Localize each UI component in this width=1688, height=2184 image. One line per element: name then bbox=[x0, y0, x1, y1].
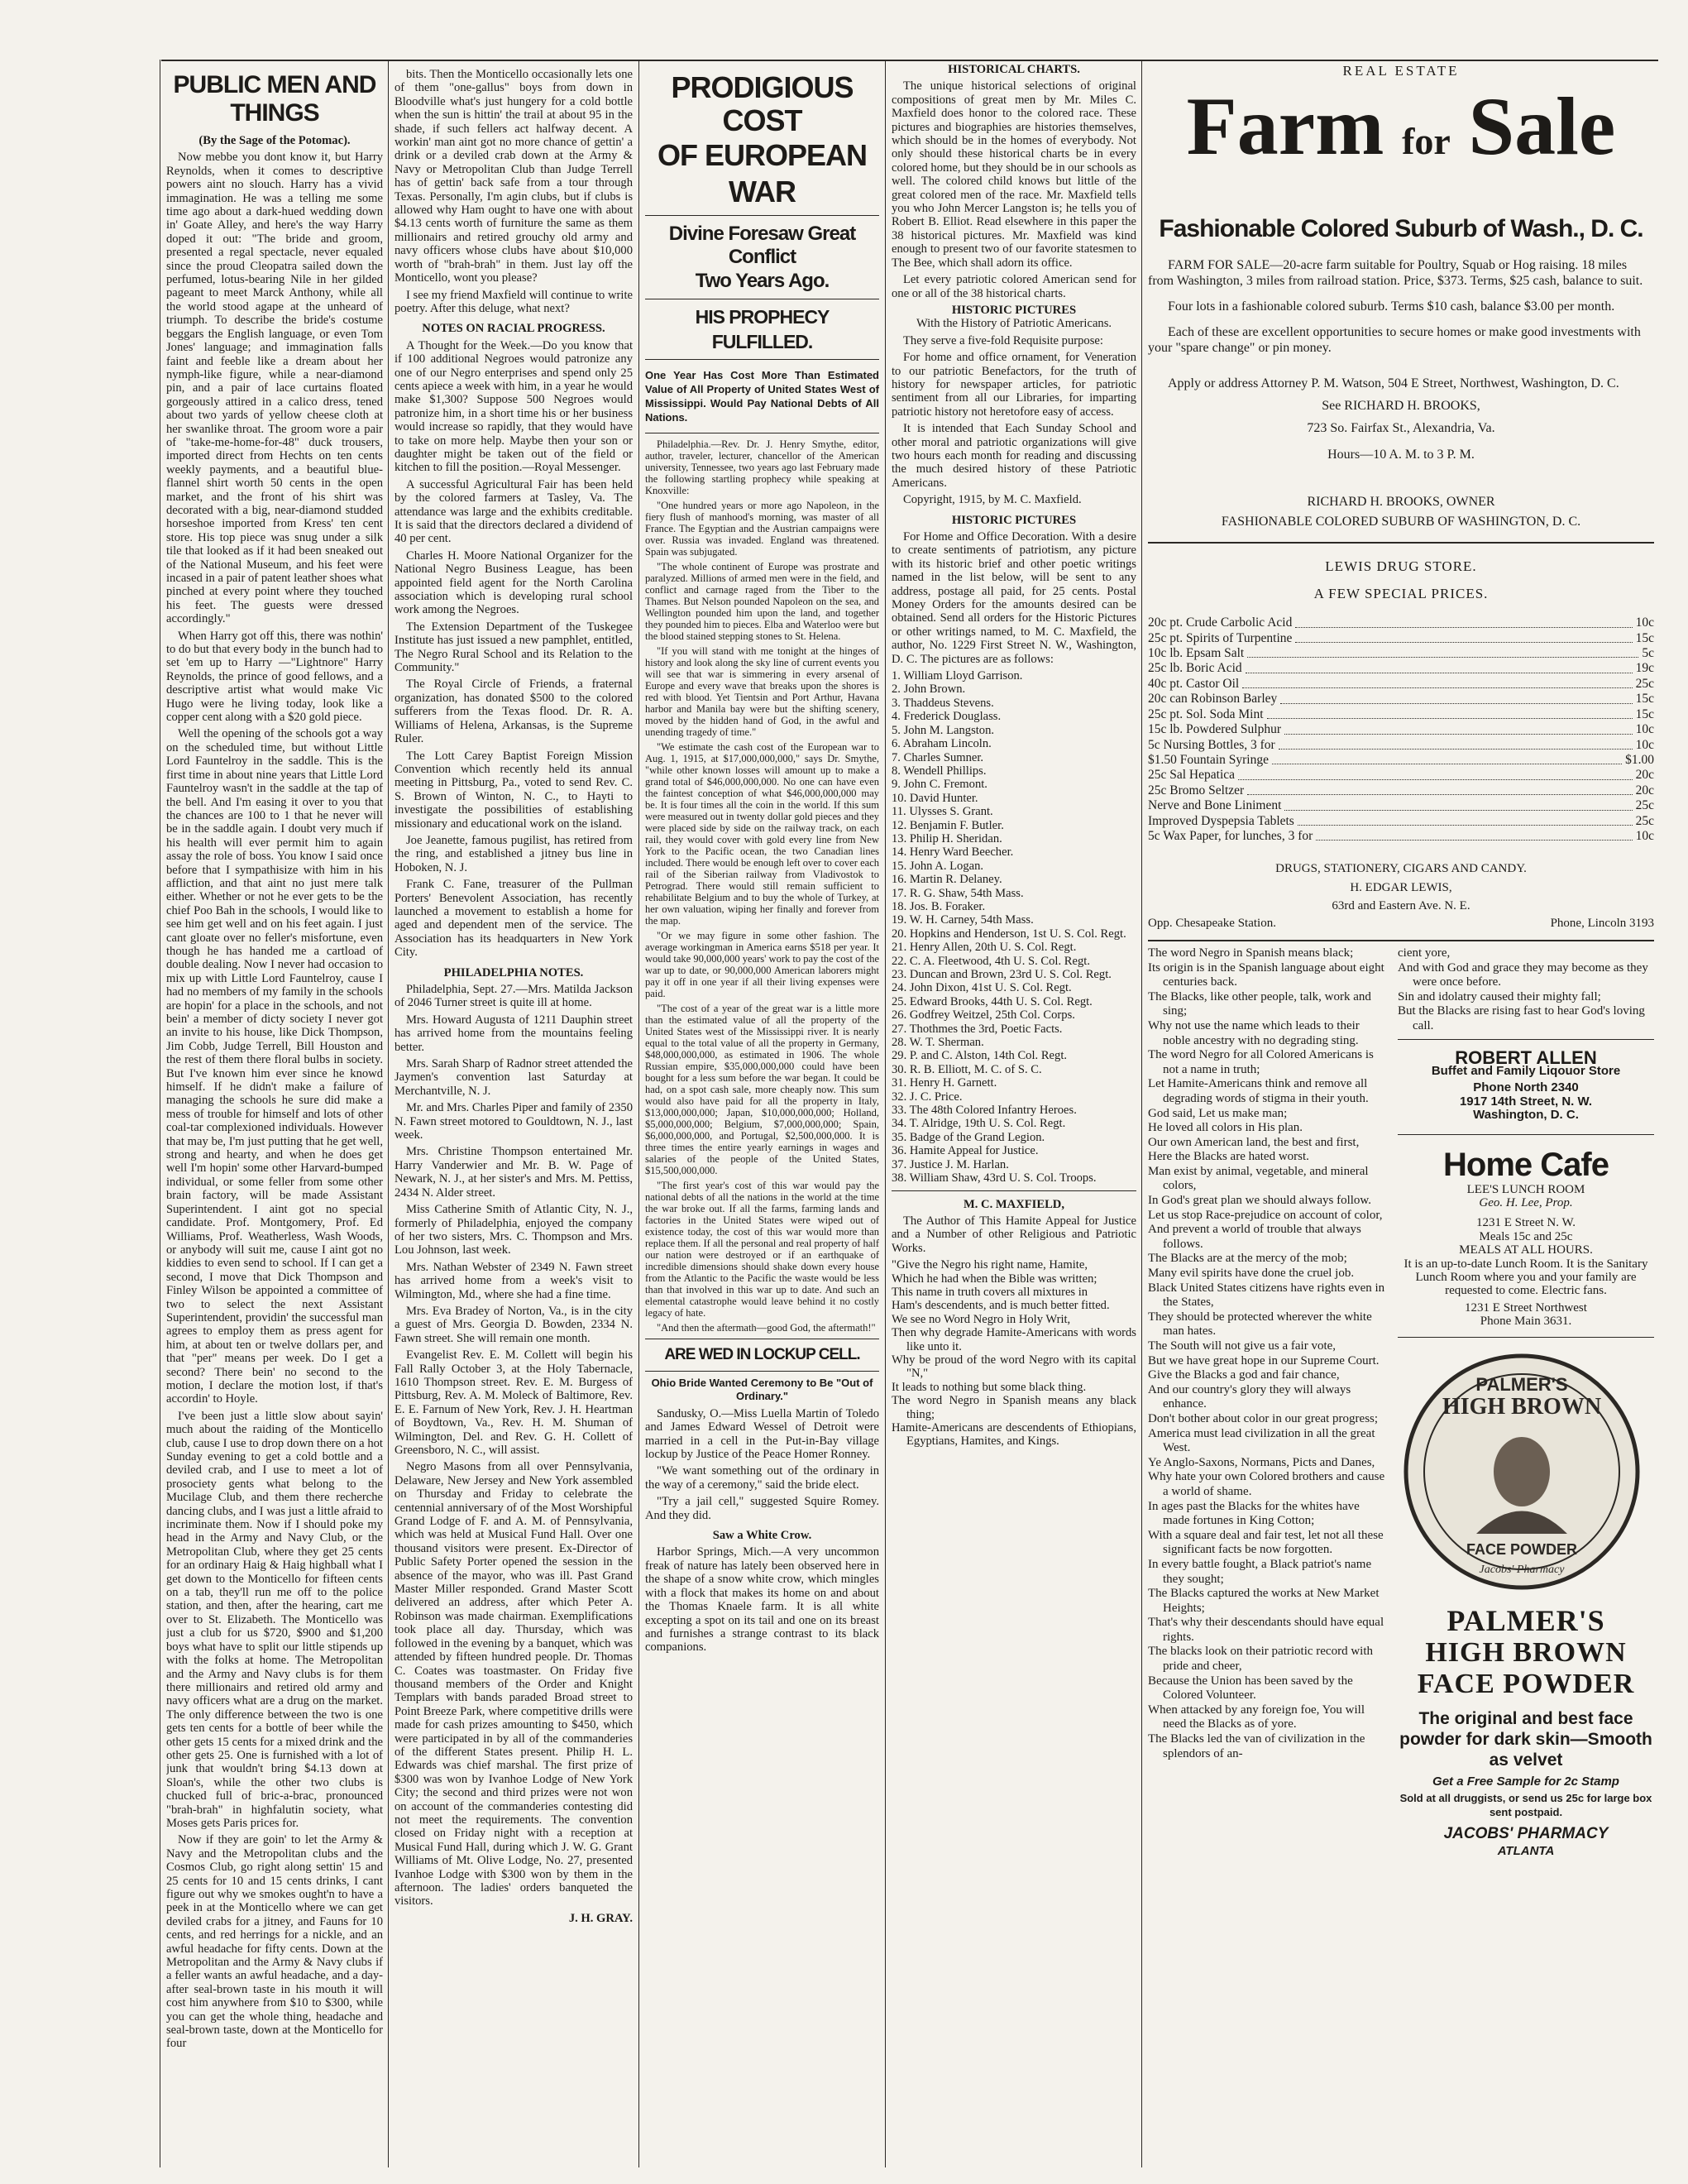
news-item: Philadelphia, Sept. 27.—Mrs. Matilda Jackson of 2046 Turner street is quite ill at home. bbox=[395, 983, 633, 1010]
price-row bbox=[1148, 615, 1654, 630]
paragraph: "If you will stand with me tonight at the hinges of history and look along the sky line of current events you will see that war is simmering in every arsenal of Europe and every wave that breaks upon the shores is red with blood. Yet Tientsin and Port Arthur, Havana harbor and Manila bay were but the shifting scenery, moved by the hidden hand of God, in the awful and unending tragedy of time." bbox=[645, 645, 879, 738]
poem-line: "Give the Negro his right name, Hamite, bbox=[892, 1258, 1088, 1272]
news-item: Joe Jeanette, famous pugilist, has retired from the ring, and established a jitney bus line in Hoboken, N. J. bbox=[395, 833, 633, 874]
subhead-2: Two Years Ago. bbox=[695, 270, 830, 292]
palmers-title: PALMER'S bbox=[1447, 1604, 1605, 1638]
tin-face-powder: FACE POWDER bbox=[1466, 1540, 1578, 1558]
list-item: 32. J. C. Price. bbox=[892, 1090, 963, 1104]
heading-historic-pictures-2: HISTORIC PICTURES bbox=[951, 513, 1077, 527]
poem-line: Our own American land, the best and first, bbox=[1148, 1135, 1360, 1149]
column-advertisements bbox=[1148, 60, 1654, 2167]
byline: (By the Sage of the Potomac). bbox=[198, 134, 351, 147]
price-item: 40c pt. Castor Oil bbox=[1148, 676, 1240, 691]
list-item: 16. Martin R. Delaney. bbox=[892, 873, 1002, 887]
news-item: Negro Masons from all over Pennsylvania, Delaware, New Jersey and New York assembled on Thursday and Friday to celebrate the centennial anniversary of of the Most Worshipful Grand Lodge of F. and A. M. of Pennsylvania, which was held at Musical Fund Hall. Over one thousand visitors were present. Ex-Director of Public Safety Porter opened the session in the absence of the mayor, who was ill. Past Grand Master Miller responded. Grand Master Scott delivered an address, after which Peter A. Robinson was made chairman. Exemplifications took place all day. Thursday, which was followed in the evening by a banquet, which was attended by fifteen hundred people. Dr. Thomas C. Coates was toastmaster. On Friday five thousand members of the Order and Knight Templars with bands paraded Broad street to Point Breeze Park, where competitive drills were made for cash prizes amounting to $450, which were participated in by all of the commanderies of the different States present. Philip H. L. Edwards was chief marshal. The first prize of $300 was won by Ivanhoe Lodge of New York City; the second and third prizes were not won on account of the commanderies contesting did not meet the requirements. The convention closed on Friday night with a reception at Musical Fund Hall, during which J. W. G. Grant Williams of Mt. Olive Lodge, No. 27, presented Ivanhoe Lodge with $300 won by them in the afternoon. The ladies' orders banqueted the visitors. bbox=[395, 1460, 633, 1909]
paragraph: Well the opening of the schools got a way on the scheduled time, but without Little Lord Fauntelroy in the saddle. This is the first time in about nine years that Little Lord Fauntelroy wasn't in the saddle at the tap of the bell. And I'm easing it over to you that the chances are 100 to 1 that he never will be in the saddle again. I doubt very much if his health will ever permit him to again assay the role of boss. You know I said once before that I sympathisize with him in his affliction, and that aint no just mere talk either. Whether or not he ever gets to be the chief Poo Bah in the schools, I would like to see him get well and on his feet again. I just cant gloate over no feller's misfortune, even though he has handed me a cartload of double dealing. Now I never had occasion to mix up with Little Lord Fauntelroy, cause I had no members of my family in the schools are hopin' for a place in the schools, and not bein' a member of dicty society I never got an invite to his house, like Dick Thompson, Jim Cobb, Judge Terrell, Bill Houston and the rest of them there floral bulbs in society. But I've known him ever since he knowd himself. If he didn't make a failure of managing the schools he sure did make a mess of trouble for himself and lots of other coal-tar complexioned individuals. However that may be, I'm just putting that he get well, strong and hearty, and when he does get well I'm hopin' some other Harvard-bumped individual, or some feller from some other brain factory, will be made Assistant Superintendent. I aint got no special candidate. Prof. Montgomery, Prof. Ed Williams, Prof. Weatherless, Wash Woods, or anybody will suit me, cause I aint got no kiddies to even send to school. If I can get a second, I move that Dick Thompson and Finley Wilson be appointed a committee of two to select the next Assistant Superintendent, providin' the successful man agrees to employ them as press agent for him, at about ten or twelve dollars per, and that "per" means per week. Do I get a second? There bein' no second to the motion, I declare the motion lost, if that's accordin' to Hoyle. bbox=[166, 727, 383, 1406]
list-item: 13. Philip H. Sheridan. bbox=[892, 831, 1002, 845]
poem-line: They should be protected wherever the white man hates. bbox=[1148, 1310, 1372, 1339]
drug-footer-1: DRUGS, STATIONERY, CIGARS AND CANDY. bbox=[1275, 862, 1527, 876]
palmers-pharmacy: JACOBS' PHARMACY bbox=[1443, 1825, 1609, 1843]
list-item: 27. Thothmes the 3rd, Poetic Facts. bbox=[892, 1022, 1063, 1036]
article-body bbox=[892, 79, 1136, 300]
price-item: 15c lb. Powdered Sulphur bbox=[1148, 722, 1282, 737]
poem-line: But the Blacks are rising fast to hear God's loving call. bbox=[1398, 1004, 1645, 1032]
price-item: 5c Wax Paper, for lunches, 3 for bbox=[1148, 828, 1313, 843]
list-item: 24. John Dixon, 41st U. S. Col. Regt. bbox=[892, 981, 1072, 995]
list-item: 19. W. H. Carney, 54th Mass. bbox=[892, 913, 1034, 927]
farm-word: Farm bbox=[1186, 80, 1384, 173]
price-value: 25c bbox=[1635, 813, 1654, 828]
poem-line: Why not use the name which leads to their noble ancestry with no degrading sting. bbox=[1148, 1018, 1360, 1047]
price-value: 15c bbox=[1635, 706, 1654, 721]
poem-line: In every battle fought, a Black patriot's name they sought; bbox=[1148, 1557, 1372, 1586]
poem-line: cient yore, bbox=[1398, 946, 1451, 960]
price-item: 25c Bromo Seltzer bbox=[1148, 783, 1245, 797]
poem-line: Many evil spirits have done the cruel job. bbox=[1148, 1267, 1355, 1281]
lockup-deck: Ohio Bride Wanted Ceremony to Be "Out of Ordinary." bbox=[651, 1377, 873, 1403]
article-body bbox=[395, 983, 633, 1909]
price-value: 10c bbox=[1635, 737, 1654, 752]
column-rule bbox=[638, 60, 639, 2167]
subheading-suburb: Fashionable Colored Suburb of Wash., D. C. bbox=[1159, 215, 1643, 243]
list-item: 10. David Hunter. bbox=[892, 791, 978, 805]
drug-station: Opp. Chesapeake Station. bbox=[1148, 916, 1276, 930]
list-item: 38. William Shaw, 43rd U. S. Col. Troops. bbox=[892, 1171, 1097, 1185]
price-list bbox=[1148, 615, 1654, 844]
heading-racial-progress: NOTES ON RACIAL PROGRESS. bbox=[422, 322, 605, 336]
signature: J. H. GRAY. bbox=[568, 1911, 633, 1925]
paragraph: When Harry got off this, there was nothin' to do but that every body in the bunch had to set 'em up to Harry —"Lightnore" Harry Reynolds, the prince of good fellows, and a descriptive artist what would make Vic Hugo were he living today, look like a copper cent along with a $20 gold piece. bbox=[166, 629, 383, 725]
paragraph: For home and office ornament, for Veneration to our patriotic Benefactors, for the truth of history for newspaper articles, for patriotic sentiment from all our Libraries, for imparting patriotic history not heretofore easy of access. bbox=[892, 351, 1136, 419]
news-item: The Royal Circle of Friends, a fraternal organization, has donated $500 to the colored sufferers from the Texas flood. Dr. R. A. Williams of Helena, Arkansas, is the Supreme Ruler. bbox=[395, 678, 633, 746]
tin-brand: PALMER'S bbox=[1475, 1373, 1568, 1395]
poem-line: The blacks look on their patriotic record with pride and cheer, bbox=[1148, 1645, 1373, 1674]
owner-line: RICHARD H. BROOKS, OWNER bbox=[1307, 494, 1495, 509]
price-row bbox=[1148, 722, 1654, 737]
paragraph: "Or we may figure in some other fashion. The average workingman in America earns $518 per year. It would take 90,000,000 years' work to pay the cost of the war up to date, or 90,000,000 American laborers might pay it off in one year if all their living expenses were paid. bbox=[645, 930, 879, 999]
subhead-1: Divine Foresaw Great Conflict bbox=[668, 223, 856, 268]
price-value: 25c bbox=[1635, 798, 1654, 813]
paragraph: They serve a five-fold Requisite purpose: bbox=[903, 333, 1103, 347]
paragraph: "We want something out of the ordinary in the way of a ceremony," said the bride elect. bbox=[645, 1464, 879, 1492]
cafe-prop: Geo. H. Lee, Prop. bbox=[1479, 1195, 1573, 1209]
price-item: 25c pt. Spirits of Turpentine bbox=[1148, 630, 1293, 645]
poem-line: Ye Anglo-Saxons, Normans, Picts and Danes, bbox=[1148, 1455, 1375, 1469]
price-value: 15c bbox=[1635, 630, 1654, 645]
price-value: 10c bbox=[1635, 828, 1654, 843]
poem-line: The Blacks, like other people, talk, work and sing; bbox=[1148, 989, 1371, 1018]
price-value: 20c bbox=[1635, 768, 1654, 783]
poem-line: But we have great hope in our Supreme Court. bbox=[1148, 1353, 1380, 1367]
opportunity-note: Each of these are excellent opportunities to secure homes or make good investments with your "spare change" or pin money. bbox=[1148, 325, 1641, 356]
palmers-high-brown: HIGH BROWN bbox=[1425, 1637, 1627, 1669]
price-item: 10c lb. Epsam Salt bbox=[1148, 646, 1245, 661]
allen-store: Buffet and Family Liqouor Store bbox=[1431, 1063, 1621, 1078]
poem-line: Sin and idolatry caused their mighty fall; bbox=[1398, 989, 1601, 1003]
poem-line: Then why degrade Hamite-Americans with words like unto it. bbox=[892, 1326, 1136, 1353]
drug-footer-2: H. EDGAR LEWIS, bbox=[1350, 880, 1452, 894]
poem-line: The word Negro for all Colored Americans is not a name in truth; bbox=[1148, 1048, 1374, 1076]
price-value: 15c bbox=[1635, 692, 1654, 706]
paragraph: Copyright, 1915, by M. C. Maxfield. bbox=[903, 493, 1082, 507]
price-row bbox=[1148, 829, 1654, 844]
paragraph: I've been just a little slow about sayin' much about the raiding of the Monticello club, cause I use to drop down there on a hot Sunday evening to get a cold bottle and a deviled crab, and I use to meet a lot of prosociety gents what belong to the Mucilage Club, and them there recherche dancing clubs, and I was just a little afraid to incriminate them. Now if I should poke my head in the Army and Navy Club, or the Metropolitan Club, where they get 25 cents for an ordinary Haig & Haig highball what I get down to the Monticello for fifteen cents on a tab, they'll run me off to the police station, and then, after the hearing, cart me over to St. Elizabeth. The Monticello was just a club for us $720, $900 and $1,200 boys what have to split our little stipends up with the folks at home. The Metropolitan and the Army and Navy clubs is for them there millionairs and retired old army and navy officers what are a drug on the market. The only difference between the two is one gets ten cents for a bottle of beer while the other gets 15 cents for a mixed drink and the other gets 25. One is furnished with a lot of junk that wouldn't bring $4.13 down at Sloan's, while the other two clubs is chucked full of bric-a-brac, pronounced "brah-brah" in highfalutin society, what Moses gets Paris prices for. bbox=[166, 1409, 383, 1830]
news-item: Mrs. Sarah Sharp of Radnor street attended the Jaymen's convention last Saturday at Merchantville, N. J. bbox=[395, 1057, 633, 1098]
news-item: Mr. and Mrs. Charles Piper and family of 2350 N. Fawn street motored to Gouldtown, N. J., last week. bbox=[395, 1101, 633, 1142]
paragraph: Harbor Springs, Mich.—A very uncommon freak of nature has lately been observed here in the shape of a snow white crow, which mingles with a flock that makes its home on and about the Thomas Knaele farm. It is all white excepting a spot on its tail and one on its breast and furnishes a strange contrast to its black companions. bbox=[645, 1545, 879, 1655]
farm-description: FARM FOR SALE—20-acre farm suitable for Poultry, Squab or Hog raising. 18 miles from Washington, 3 miles from railroad station. Price, $373. Terms, $25 cash, balance to suit. bbox=[1148, 258, 1643, 289]
cafe-lunch-room: LEE'S LUNCH ROOM bbox=[1466, 1182, 1585, 1196]
paragraph: It is intended that Each Sunday School and other moral and patriotic organizations will give two hours each month for reading and discussing the much desired history of these Patriotic Americans. bbox=[892, 422, 1136, 490]
see-brooks: See RICHARD H. BROOKS, bbox=[1322, 399, 1480, 414]
article-body bbox=[645, 438, 879, 1334]
paragraph: Let every patriotic colored American send for one or all of the 38 historical charts. bbox=[892, 273, 1136, 300]
poem-line: Let Hamite-Americans think and remove all degrading words of stigma in their youth. bbox=[1148, 1077, 1369, 1105]
heading-white-crow: Saw a White Crow. bbox=[712, 1529, 812, 1543]
farm-for-sale-banner bbox=[1148, 81, 1654, 196]
price-row bbox=[1148, 661, 1654, 676]
poem-line: Because the Union has been saved by the Colored Volunteer. bbox=[1148, 1674, 1353, 1703]
paragraph: "The first year's cost of this war would pay the national debts of all the nations in the world at the time the war broke out. If all the farms, farming lands and factories in the United States were wiped out of existence today, the cost of this war would more than replace them. If all the personal and real property of half our nation were destroyed or if an earthquake of incredible dimensions should shake down every house from the Atlantic to the Pacific the waste would be less than that involved in this war up to date. And such an elemental catastrophe would leave behind it no costly legacy of hate. bbox=[645, 1180, 879, 1319]
palmers-city: ATLANTA bbox=[1497, 1843, 1555, 1858]
poem-line: Which he had when the Bible was written; bbox=[892, 1272, 1097, 1286]
paragraph: "We estimate the cash cost of the European war to Aug. 1, 1915, at $17,000,000,000," says Dr. Smythe, "while other known losses will amount up to make a grand total of $46,000,000,000. No one can have even the faintest conception of what $46,000,000,000 may be. It is four times all the coin in the world. If this sum were measured out in twenty dollar gold pieces and they were placed side by side on the railway track, on each rail, they would cover with gold every line from New York to the Pacific ocean, the two Canadian lines included. There would be enough left over to cover each rail of the Siberian railway from Vladivostok to Petrograd. There would still remain sufficient to rehabilitate Belgium and to buy the whole of Turkey, at her own valuation, wiping her finally and forever from the map. bbox=[645, 741, 879, 927]
poem bbox=[892, 1258, 1136, 1449]
palmers-face-powder: FACE POWDER bbox=[1417, 1669, 1635, 1700]
article-body bbox=[892, 530, 1136, 666]
price-value: 10c bbox=[1635, 722, 1654, 737]
price-row bbox=[1148, 631, 1654, 646]
news-item: Miss Catherine Smith of Atlantic City, N. J., formerly of Philadelphia, enjoyed the company of her two sisters, Mrs. C. Thompson and Mrs. Lou Johnson, last week. bbox=[395, 1203, 633, 1257]
list-item: 20. Hopkins and Henderson, 1st U. S. Col. Regt. bbox=[892, 927, 1126, 941]
news-item: Mrs. Nathan Webster of 2349 N. Fawn street has arrived home from a week's visit to Wilmington, Md., where she had a fine time. bbox=[395, 1260, 633, 1301]
list-item: 37. Justice J. M. Harlan. bbox=[892, 1157, 1009, 1171]
section-real-estate: REAL ESTATE bbox=[1342, 63, 1460, 79]
list-item: 25. Edward Brooks, 44th U. S. Col. Regt. bbox=[892, 994, 1093, 1008]
tin-maker: Jacobs' Pharmacy bbox=[1479, 1563, 1565, 1576]
poem-line: Don't bother about color in our great progress; bbox=[1148, 1411, 1379, 1425]
price-item: 25c pt. Sol. Soda Mint bbox=[1148, 706, 1264, 721]
price-value: 10c bbox=[1635, 615, 1654, 630]
poem-line: This name in truth covers all mixtures in bbox=[892, 1285, 1088, 1299]
poem-line: The Blacks led the van of civilization in the splendors of an- bbox=[1148, 1732, 1365, 1760]
poem-line: It leads to nothing but some black thing. bbox=[892, 1380, 1087, 1394]
cafe-meals-price: Meals 15c and 25c bbox=[1479, 1229, 1573, 1243]
list-item: 14. Henry Ward Beecher. bbox=[892, 845, 1014, 860]
deck: One Year Has Cost More Than Estimated Value of All Property of United States West of Mississippi. Would Pay National Debts of All Nations. bbox=[645, 369, 879, 424]
palmers-sold-at: Sold at all druggists, or send us 25c for large box sent postpaid. bbox=[1399, 1792, 1652, 1818]
face-powder-tin-illustration bbox=[1398, 1348, 1646, 1596]
poem-line: America must lead civilization in all the great West. bbox=[1148, 1426, 1375, 1455]
apply-address: Apply or address Attorney P. M. Watson, 504 E Street, Northwest, Washington, D. C. bbox=[1168, 376, 1619, 391]
allen-phone: Phone North 2340 bbox=[1473, 1080, 1579, 1095]
paragraph: I see my friend Maxfield will continue to write poetry. After this deluge, what next? bbox=[395, 288, 633, 315]
news-item: Mrs. Christine Thompson entertained Mr. Harry Vanderwier and Mr. B. W. Page of Newark, N. J., at her sister's and Mrs. M. Pettiss, 2434 N. Alder street. bbox=[395, 1145, 633, 1200]
poem-line: Ham's descendents, and is much better fitted. bbox=[892, 1299, 1110, 1313]
poem-line: In ages past the Blacks for the whites have made fortunes in King Cotton; bbox=[1148, 1499, 1360, 1528]
brooks-address: 723 So. Fairfax St., Alexandria, Va. bbox=[1307, 420, 1495, 435]
poem-line: The Blacks are at the mercy of the mob; bbox=[1148, 1252, 1347, 1266]
poem-line: Why be proud of the word Negro with its capital "N," bbox=[892, 1353, 1136, 1381]
price-value: 19c bbox=[1635, 661, 1654, 676]
list-item: 5. John M. Langston. bbox=[892, 723, 995, 737]
price-row bbox=[1148, 783, 1654, 798]
list-item: 4. Frederick Douglass. bbox=[892, 710, 1002, 724]
paragraph: For Home and Office Decoration. With a desire to create sentiments of patriotism, any picture with its historic brief and other poetic writings named in the list below, will be sent to any address, postage all paid, for 25 cents. Postal Money Orders for the amounts desired can be obtained. Send all orders for the Historic Pictures or other writings named, to M. C. Maxfield, the author, No. 1229 First Street N. W., Washington, D. C. The pictures are as follows: bbox=[892, 530, 1136, 666]
poem-line: And prevent a world of trouble that always follows. bbox=[1148, 1223, 1361, 1251]
for-word: for bbox=[1402, 120, 1451, 163]
price-row bbox=[1148, 677, 1654, 692]
column-historical-charts bbox=[892, 60, 1136, 2167]
news-item: A Thought for the Week.—Do you know that if 100 additional Negroes would patronize any one of our Negro enterprises and spend only 25 cents apiece a week with him, in a year he would make $1,300? Suppose 500 Negroes would patronize him, in a short time his or her business would increase so rapidly, that they would have to take on more help. Maybe then your son or daughter might be taken out of the field or kitchen to fill the position.—Royal Messenger. bbox=[395, 338, 633, 475]
list-item: 1. William Lloyd Garrison. bbox=[892, 669, 1023, 683]
poem-line: When attacked by any foreign foe, You will need the Blacks as of yore. bbox=[1148, 1703, 1365, 1731]
poem-line: Black United States citizens have rights even in the States, bbox=[1148, 1281, 1385, 1310]
cafe-description: It is an up-to-date Lunch Room. It is the Sanitary Lunch Room where you and your family are requested to come. Electric fans. bbox=[1403, 1257, 1648, 1298]
list-item: 31. Henry H. Garnett. bbox=[892, 1076, 997, 1090]
column-public-men bbox=[166, 60, 383, 2167]
poem-line: The South will not give us a fair vote, bbox=[1148, 1339, 1337, 1353]
price-item: Improved Dyspepsia Tablets bbox=[1148, 813, 1294, 828]
price-row bbox=[1148, 768, 1654, 783]
palmers-sample-offer: Get a Free Sample for 2c Stamp bbox=[1432, 1774, 1619, 1789]
right-ads bbox=[1398, 946, 1654, 1861]
headline-line-2: OF EUROPEAN WAR bbox=[657, 138, 868, 208]
drug-footer-4 bbox=[1148, 917, 1654, 930]
column-racial-notes bbox=[395, 60, 633, 2167]
article-body bbox=[395, 68, 633, 315]
list-item: 26. Godfrey Weitzel, 25th Col. Corps. bbox=[892, 1008, 1075, 1023]
sale-word: Sale bbox=[1468, 80, 1616, 173]
article-body bbox=[166, 151, 383, 2050]
poem-line: Here the Blacks are hated worst. bbox=[1148, 1150, 1309, 1164]
list-item: 7. Charles Sumner. bbox=[892, 750, 984, 764]
poem-line: God said, Let us make man; bbox=[1148, 1106, 1288, 1120]
heading-historic-pictures: HISTORIC PICTURES bbox=[951, 303, 1077, 317]
price-row bbox=[1148, 646, 1654, 661]
list-item: 29. P. and C. Alston, 14th Col. Regt. bbox=[892, 1049, 1068, 1063]
owner-suburb: FASHIONABLE COLORED SUBURB OF WASHINGTON, D. C. bbox=[1221, 515, 1581, 529]
cafe-address-2: 1231 E Street Northwest bbox=[1465, 1300, 1587, 1315]
heading-philadelphia-notes: PHILADELPHIA NOTES. bbox=[443, 965, 584, 979]
price-value: 25c bbox=[1635, 676, 1654, 691]
price-row bbox=[1148, 798, 1654, 813]
list-item: 34. T. Alridge, 19th U. S. Col. Regt. bbox=[892, 1117, 1066, 1131]
poem-line: And with God and grace they may become as they were once before. bbox=[1398, 960, 1648, 989]
paragraph: "Try a jail cell," suggested Squire Romey. And they did. bbox=[645, 1495, 879, 1522]
list-item: 8. Wendell Phillips. bbox=[892, 764, 987, 778]
list-item: 12. Benjamin F. Butler. bbox=[892, 818, 1004, 832]
drug-phone: Phone, Lincoln 3193 bbox=[1550, 916, 1654, 930]
list-item: 36. Hamite Appeal for Justice. bbox=[892, 1144, 1039, 1158]
poem-line: And our country's glory they will always enhance. bbox=[1148, 1382, 1351, 1411]
list-item: 11. Ulysses S. Grant. bbox=[892, 805, 993, 819]
portrait-head-icon bbox=[1494, 1437, 1550, 1506]
price-row bbox=[1148, 738, 1654, 753]
paragraph: "One hundred years or more ago Napoleon, in the fiery flush of manhood's morning, was master of all France. The Egyptian and the Austrian campaigns were over. Russia was invaded. England was threatened. Spain was subjugated. bbox=[645, 500, 879, 558]
news-item: Evangelist Rev. E. M. Collett will begin his Fall Rally October 3, at the Holy Tabernacle, 1610 Thompson street. Rev. E. M. Burgess of Pittsburg, Rev. A. M. Moleck of Baltimore, Rev. E. E. Farnum of New York, Rev. J. H. Heartman of Boydtown, Va., Rev. H. M. Shuman of Wilmington, Del. and Rev. G. H. Collett of Greensboro, N. C., will assist. bbox=[395, 1348, 633, 1457]
allen-city: Washington, D. C. bbox=[1473, 1108, 1579, 1123]
list-item: 18. Jos. B. Foraker. bbox=[892, 899, 986, 913]
palmers-tagline: The original and best face powder for dark skin—Smooth as velvet bbox=[1399, 1709, 1652, 1770]
article-body bbox=[892, 334, 1136, 507]
list-item: 9. John C. Fremont. bbox=[892, 778, 987, 792]
list-item: 21. Henry Allen, 20th U. S. Col. Regt. bbox=[892, 941, 1077, 955]
paragraph: Sandusky, O.—Miss Luella Martin of Toledo and James Edward Wessel of Detroit were married in a cell in the Put-in-Bay village lockup by Justice of the Peace Homer Ronney. bbox=[645, 1406, 879, 1462]
special-prices-heading: A FEW SPECIAL PRICES. bbox=[1313, 585, 1489, 601]
news-item: A successful Agricultural Fair has been held by the colored farmers at Tasley, Va. The attendance was large and the exhibits creditable. It is said that the directors declared a dividend of 40 per cent. bbox=[395, 477, 633, 546]
paragraph: Philadelphia.—Rev. Dr. J. Henry Smythe, editor, author, traveler, lecturer, chancellor of the American university, Tennessee, two years ago last February made the following startling prophecy while speaking at Knoxville: bbox=[645, 438, 879, 496]
cafe-phone: Phone Main 3631. bbox=[1480, 1315, 1572, 1329]
article-body bbox=[645, 1545, 879, 1654]
bottom-ads bbox=[1148, 946, 1654, 1861]
heading-author: M. C. MAXFIELD, bbox=[963, 1197, 1064, 1211]
subheading: With the History of Patriotic Americans. bbox=[916, 317, 1112, 331]
paragraph: "The whole continent of Europe was prostrate and paralyzed. Millions of armed men were in the field, and conflict and carnage raged from the Tiber to the Thames. But Nelson pounded Napoleon on the sea, and Wellington pounded him upon the land, and together they pounded him to pieces. Elba and Waterloo were but the blood stained stepping stones to St. Helena. bbox=[645, 561, 879, 642]
poem-line: In God's great plan we should always follow. bbox=[1148, 1194, 1372, 1208]
poem-line: Let us stop Race-prejudice on account of color, bbox=[1148, 1208, 1383, 1222]
column-rule bbox=[885, 60, 886, 2167]
poem-line: Give the Blacks a god and fair chance, bbox=[1148, 1368, 1340, 1382]
allen-name: ROBERT ALLEN bbox=[1455, 1046, 1597, 1068]
lots-description: Four lots in a fashionable colored suburb. Terms $10 cash, balance $3.00 per month. bbox=[1168, 299, 1615, 314]
article-body bbox=[395, 339, 633, 960]
heading-historical-charts: HISTORICAL CHARTS. bbox=[948, 63, 1080, 76]
price-row bbox=[1148, 707, 1654, 722]
cafe-address: 1231 E Street N. W. bbox=[1476, 1216, 1576, 1230]
news-item: The Lott Carey Baptist Foreign Mission Convention which recently held its annual meeting in Pittsburg, Pa., voted to send Rev. C. S. Brown of Winton, N. C., to Hayti to investigate the possibilities of establishing missionary and educational work on the island. bbox=[395, 749, 633, 831]
price-row bbox=[1148, 814, 1654, 829]
article-body bbox=[645, 1407, 879, 1522]
heading-lockup: ARE WED IN LOCKUP CELL. bbox=[664, 1346, 860, 1363]
drug-store-heading: LEWIS DRUG STORE. bbox=[1325, 558, 1477, 575]
newspaper-page bbox=[161, 60, 1658, 2167]
list-item: 15. John A. Logan. bbox=[892, 859, 984, 873]
poem-line: The word Negro in Spanish means any black thing; bbox=[892, 1394, 1136, 1421]
tin-high-brown: HIGH BROWN bbox=[1442, 1393, 1602, 1420]
news-item: The Extension Department of the Tuskegee Institute has just issued a new pamphlet, entitled, The Negro Rural School and its Relation to the Community." bbox=[395, 620, 633, 675]
poem-line: Hamite-Americans are descendents of Ethiopians, Egyptians, Hamites, and Kings. bbox=[892, 1421, 1136, 1449]
list-item: 33. The 48th Colored Infantry Heroes. bbox=[892, 1104, 1077, 1118]
paragraph: Now mebbe you dont know it, but Harry Reynolds, when it comes to descriptive powers aint no slouch. Harry has a vivid immagination. He was a telling me some time ago about a dark-hued wedding down in' Goate Alley, and here's the way Harry doped it out: "The bride and groom, presented a regal spectacle, never equaled since the proud Cleopatra sailed down the perfumed, lotus-bearing Nile in her gilded pageant to meet Marck Anthony, while all the world stood agape at the unheard of triumph. To describe the bride's costume beggars the English language, or even Tom Jones' language; and immagination falls faint and feeble like a dream about her nymph-like figure, while a near-diamond pin, and a pair of lace curtains floated gorgeously attired in a calico dress, tened about two yards of yellow cheese cloth at her swanlike throat. The groom wore a pair of "take-me-home-for-48" duck trousers, imported direct from Hechts on ten cents weekly payments, and a beautiful blue-flannel shirt worth 50 cents in the open market, and the front of his shirt was decorated with a big, near-diamond studded horseshoe imported from Kress' ten cent store. His top piece was snug under a silk tile that looked as if it had been sneaked out of the National Museum, and his feet were incased in a pair of patent leather shoes what pinched at every point where they touched his feet. The guests were dressed accordingly." bbox=[166, 151, 383, 626]
paragraph: The unique historical selections of original compositions of great men by Mr. Miles C. Maxfield does honor to the colored race. These pictures and biographies are histories themselves, which should be in the homes of everybody. Not only should these historical charts be in every colored home, but they should be in our schools as well. The colored child knows but little of the great colored men of the race. Mr. Maxfield tells you who John Mercer Langston is; he tells you of Robert B. Elliot. Read elsewhere in this paper the 38 historical pictures. Mr. Maxfield was kind enough to present two of our favorite statesmen to The Bee, which shall adorn its office. bbox=[892, 79, 1136, 270]
paragraph: "The cost of a year of the great war is a little more than the estimated value of all the property of the United States west of the Mississippi river. It is nearly equal to the total value of all the property in Germany, $48,000,000,000, as estimated in 1906. The whole Russian empire, $35,000,000,000 could have been bought for a less sum before the war began. It could be had, on a spot cash sale, more cheaply now. This sum would also have paid for all the property in Italy, $13,000,000,000; Japan, $10,000,000,000; Holland, $5,000,000,000; Belgium, $7,000,000,000; Spain, $6,000,000,000, and Portugal, $2,500,000,000. It is three times the entire yearly earnings in wages and salaries of the people of the United States, $15,500,000,000. bbox=[645, 1003, 879, 1176]
poem-line: Its origin is in the Spanish language about eight centuries back. bbox=[1148, 960, 1384, 989]
list-item: 17. R. G. Shaw, 54th Mass. bbox=[892, 886, 1024, 900]
list-item: 23. Duncan and Brown, 23rd U. S. Col. Regt. bbox=[892, 968, 1112, 981]
price-item: 20c can Robinson Barley bbox=[1148, 692, 1278, 706]
headline-public-men: PUBLIC MEN AND THINGS bbox=[173, 71, 376, 127]
price-item: 5c Nursing Bottles, 3 for bbox=[1148, 737, 1275, 752]
poem-line: Why hate your own Colored brothers and cause a world of shame. bbox=[1148, 1470, 1385, 1498]
news-item: Mrs. Eva Bradey of Norton, Va., is in the city a guest of Mrs. Georgia D. Bowden, 2334 N. Fawn street. She will remain one month. bbox=[395, 1304, 633, 1345]
paragraph: Now if they are goin' to let the Army & Navy and the Metropolitan clubs and the Cosmos Club, go right along settin' 15 and 25 cents for 10 and 15 cents drinks, I cant figure out why we smokes ought'n to have a peek in at the Monticello where we can get deviled crabs for a jitney, and Fauns for 10 cents, and red herrings for a nickle, and an awful headache for fifty cents. Down at the Metropolitan and the Army & Navy clubs if a feller wants an awful headache, and a day-after seal-brown taste in his mouth it will cost him anywhere from $10 to $300, while you can get the whole thing, headache and seal-brown taste, down at the Monticello for four bbox=[166, 1833, 383, 2051]
cafe-heading: Home Cafe bbox=[1443, 1146, 1609, 1183]
list-item: 2. John Brown. bbox=[892, 682, 966, 697]
author-note: The Author of This Hamite Appeal for Justice and a Number of other Religious and Patriotic Works. bbox=[892, 1214, 1136, 1255]
poem-line: With a square deal and fair test, let not all these significant facts be now forgotten. bbox=[1148, 1528, 1384, 1557]
poem-end bbox=[1398, 946, 1654, 1034]
poem-line: The word Negro in Spanish means black; bbox=[1148, 946, 1354, 960]
cafe-hours: MEALS AT ALL HOURS. bbox=[1459, 1243, 1593, 1257]
price-row bbox=[1148, 753, 1654, 768]
list-item: 22. C. A. Fleetwood, 4th U. S. Col. Regt. bbox=[892, 954, 1090, 968]
price-item: 25c lb. Boric Acid bbox=[1148, 661, 1242, 676]
news-item: Frank C. Fane, treasurer of the Pullman Porters' Benevolent Association, has recently launched a movement to establish a home for aged and dependent men of the service. The Association has its headquarters in New York City. bbox=[395, 878, 633, 960]
office-hours: Hours—10 A. M. to 3 P. M. bbox=[1327, 448, 1475, 462]
news-item: Mrs. Howard Augusta of 1211 Dauphin street has arrived home from the mountains feeling better. bbox=[395, 1013, 633, 1054]
news-item: Charles H. Moore National Organizer for the National Negro Business League, has been appointed field agent for the North Carolina association which is developing rural school work among the Negroes. bbox=[395, 548, 633, 617]
poem-line: Man exist by animal, vegetable, and mineral colors, bbox=[1148, 1164, 1369, 1193]
list-item: 6. Abraham Lincoln. bbox=[892, 737, 992, 751]
price-value: 20c bbox=[1635, 783, 1654, 797]
price-value: 5c bbox=[1642, 646, 1654, 661]
drug-footer-3: 63rd and Eastern Ave. N. E. bbox=[1332, 899, 1470, 913]
column-rule bbox=[388, 60, 389, 2167]
price-item: 25c Sal Hepatica bbox=[1148, 768, 1236, 783]
list-item: 35. Badge of the Grand Legion. bbox=[892, 1130, 1045, 1144]
poem-line: That's why their descendants should have equal rights. bbox=[1148, 1616, 1384, 1644]
column-european-war bbox=[645, 60, 879, 2167]
paragraph: bits. Then the Monticello occasionally lets one of them "one-gallus" boys from down in Bloodville what's just hungery for a cold bottle when the sun is hittin' the trail at about 95 in the shade, if such fellers act halfway decent. A workin' man aint got no more chance of gettin' a drink or a deviled crab down at the Army & Navy or Metropolitan Club than Judge Terrell has of gettin' back safe from a tour through Texas. Personally, I'm agin clubs, but if clubs is allowed why Ham ought to have one with about $4.13 cents worth of furniture the same as them millionairs and retired grouchy old army and navy officers whose clubs have about $10,000 worth of "brah-brah" in them. Just lay off the Monticello, wont you please? bbox=[395, 68, 633, 285]
price-item: $1.50 Fountain Syringe bbox=[1148, 752, 1269, 767]
price-item: Nerve and Bone Liniment bbox=[1148, 798, 1282, 813]
pictures-list bbox=[892, 669, 1136, 1185]
poem-line: He loved all colors in His plan. bbox=[1148, 1121, 1303, 1135]
column-rule bbox=[1141, 60, 1142, 2167]
poem-line: The Blacks captured the works at New Market Heights; bbox=[1148, 1587, 1380, 1615]
list-item: 30. R. B. Elliott, M. C. of S. C. bbox=[892, 1062, 1042, 1076]
headline-line-1: PRODIGIOUS COST bbox=[671, 70, 854, 137]
list-item: 28. W. T. Sherman. bbox=[892, 1036, 984, 1050]
price-row bbox=[1148, 692, 1654, 706]
paragraph: "And then the aftermath—good God, the aftermath!" bbox=[657, 1322, 876, 1334]
subhead-3: HIS PROPHECY FULFILLED. bbox=[695, 306, 830, 352]
allen-address: 1917 14th Street, N. W. bbox=[1459, 1094, 1593, 1109]
poem-line: We see no Word Negro in Holy Writ, bbox=[892, 1312, 1071, 1326]
list-item: 3. Thaddeus Stevens. bbox=[892, 696, 994, 710]
poem-continued bbox=[1148, 946, 1388, 1861]
price-value: $1.00 bbox=[1625, 752, 1654, 767]
price-item: 20c pt. Crude Carbolic Acid bbox=[1148, 615, 1293, 630]
